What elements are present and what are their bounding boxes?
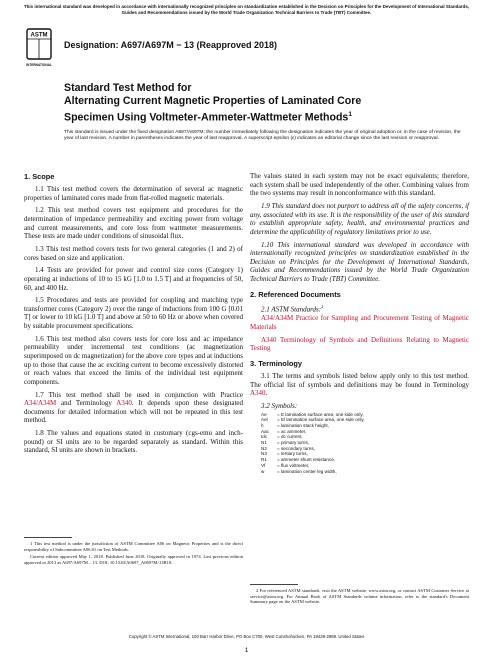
- symbol-description: = secondary turns,: [277, 445, 315, 451]
- symbol-description: = tertiary turns,: [277, 451, 308, 457]
- standard-issuance-note: This standard is issued under the fixed designation A697/A697M; the number immediately following the designation indicates the year of original adoption or, in the case of revision, the year of last revision. A number in parentheses indicates the year of last reapproval. A superscript epsilon (ε) indicates an editorial change since the last revision or reapproval.: [64, 130, 461, 142]
- designation: Designation: A697/A697M − 13 (Reapproved 2018): [64, 40, 277, 50]
- footnote-divider-left: [24, 537, 72, 538]
- footnote-1-edition: Current edition approved May 1, 2018. Published June 2018. Originally approved in 1974. Last previous edition approved in 2013 as A697/A697M – 13. DOI: 10.1520/A0697_A0697M-13R18.: [24, 554, 243, 566]
- footnote-1: 1 This test method is under the jurisdiction of ASTM Committee A06 on Magnetic Properties and is the direct responsibility of Subcommittee A06.01 on Test Methods.: [24, 541, 243, 552]
- paragraph-1-10: 1.10 This international standard was developed in accordance with internationally recognized principles on standardization established in the Decision on Principles for the Development of International Standards, Guides and Recommendations issued by the World Trade Organization Technical Barriers to Trade (TBT) Committee.: [250, 240, 469, 283]
- paragraph-1-6: 1.6 This test method also covers tests for core loss and ac impedance permeability under incremental test conditions (ac magnetization superimposed on dc magnetization) for the above core types and at inductions up to those that cause the ac exciting current to become excessively distorted or reach values that exceed the limits of the individual test equipment components.: [24, 334, 243, 386]
- symbol-description: = lamination stack height,: [277, 422, 329, 428]
- symbol-key: N2: [261, 445, 267, 451]
- paragraph-3-2: 3.2 Symbols:: [261, 401, 298, 410]
- section-terminology-heading: 3. Terminology: [250, 358, 303, 368]
- paragraph-1-8: 1.8 The values and equations stated in customary (cgs-emu and inch-pound) or SI units are to be regarded separately as standard. Within this standard, SI units are shown in brackets.: [24, 429, 243, 455]
- title-line-2: Alternating Current Magnetic Properties of Laminated Core: [64, 95, 362, 108]
- symbol-key: w: [261, 468, 265, 474]
- symbol-description: = ammeter shunt resistance,: [277, 457, 336, 463]
- paragraph-1-4: 1.4 Tests are provided for power and control size cores (Category 1) operating at inductions of 10 to 15 kG [1.0 to 1.5 T] and at frequencies of 50, 60, and 400 Hz.: [24, 266, 243, 292]
- symbol-description: = flux voltmeter,: [277, 462, 310, 468]
- paragraph-1-9: 1.9 This standard does not purport to address all of the safety concerns, if any, associated with its use. It is the responsibility of the user of this standard to establish appropriate safety, health, and environmental practices and determine the applicability of regulatory limitations prior to use.: [250, 201, 469, 236]
- symbol-description: = dc current,: [277, 434, 303, 440]
- symbol-key: Idc: [261, 434, 268, 440]
- symbol-key: Aac: [261, 428, 269, 434]
- paragraph-3-1: 3.1 The terms and symbols listed below apply only to this test method. The official list of symbols and definitions may be found in Terminology A340.: [250, 371, 469, 398]
- reference-a340[interactable]: A340 Terminology of Symbols and Definitions Relating to Magnetic Testing: [250, 335, 469, 353]
- link-a340-terminology[interactable]: A340: [250, 389, 266, 398]
- footnotes-right: [250, 588, 469, 607]
- symbol-key: R1: [261, 457, 267, 463]
- page-number: 1: [244, 647, 249, 654]
- paragraph-1-1: 1.1 This test method covers the determination of several ac magnetic properties of laminated cores made from flat-rolled magnetic materials.: [24, 185, 243, 202]
- symbol-description: = El lamination surface area, one side only,: [277, 417, 365, 423]
- symbol-description: = ac ammeter,: [277, 428, 307, 434]
- symbol-key: Ae: [261, 411, 267, 417]
- document-title: [64, 82, 474, 125]
- astm-logo-icon: [24, 27, 54, 69]
- logo-subtext: INTERNATIONAL: [26, 63, 52, 67]
- title-footnote-mark: 1: [348, 111, 352, 119]
- symbol-description: = E lamination surface area, one side only,: [277, 411, 364, 417]
- paragraph-1-8-continued: The values stated in each system may not be exact equivalents; therefore, each system shall be used independently of the other. Combining values from the two systems may result in nonconformance with this standard.: [250, 172, 469, 198]
- reference-a34[interactable]: A34/A34M Practice for Sampling and Procurement Testing of Magnetic Materials: [250, 314, 469, 332]
- paragraph-1-7: 1.7 This test method shall be used in conjunction with Practice A34/A34M and Terminology A340. It depends upon these designated documents for detailed information which will not be repeated in this test method.: [24, 390, 244, 425]
- paragraph-1-3: 1.3 This test method covers tests for two general categories (1 and 2) of cores based on size and application.: [24, 244, 243, 262]
- footnote-divider-right: [250, 584, 298, 585]
- symbol-key: N3: [261, 451, 267, 457]
- symbol-key: N1: [261, 440, 267, 446]
- title-line-1: Standard Test Method for: [64, 82, 192, 94]
- symbol-description: = primary turns,: [277, 440, 310, 446]
- logo-text: ASTM: [30, 32, 48, 39]
- wto-notice: This international standard was developed in accordance with internationally recognized principles on standardization established in the Decision on Principles for the Development of International Standards, Guides and Recommendations issued by the World Trade Organization Technical Barriers to Trade (TBT) Committee.: [23, 4, 470, 15]
- footnote-2: 2 For referenced ASTM standards, visit the ASTM website, www.astm.org, or contact ASTM Customer Service at service@astm.org. For Annual Book of ASTM Standards volume information, refer to the standard's Document Summary page on the ASTM website.: [250, 588, 469, 605]
- paragraph-1-5: 1.5 Procedures and tests are provided for coupling and matching type transformer cores (Category 2) over the range of inductions from 100 G [0.01 T] or lower to 10 kG [1.0 T] and above at 50 to 60 Hz or above when covered by suitable procurement specifications.: [24, 296, 243, 331]
- referenced-documents-list: [250, 303, 469, 353]
- symbol-key: Vf: [261, 462, 266, 468]
- section-scope-heading: 1. Scope: [24, 172, 55, 181]
- astm-standards-label: 2.1 ASTM Standards:$^2$: [261, 303, 324, 313]
- left-column: [24, 172, 243, 459]
- copyright-line: Copyright © ASTM International, 100 Barr Harbor Drive, PO Box C700, West Conshohocken, PA 19428-2959. United States: [128, 634, 365, 639]
- symbol-row: [261, 469, 469, 475]
- section-referenced-documents-heading: 2. Referenced Documents: [250, 289, 341, 299]
- symbol-key: h: [261, 422, 264, 428]
- right-column: [250, 172, 469, 474]
- paragraph-1-2: 1.2 This test method covers test equipment and procedures for the determination of impedance permeability and exciting power from voltage and current measurements, and core loss from wattmeter measurements. These tests are made under conditions of sinusoidal flux.: [24, 206, 243, 241]
- link-a34[interactable]: A34/A34M: [24, 399, 57, 408]
- footnotes-left: [24, 541, 243, 568]
- link-a340[interactable]: A340: [116, 399, 132, 408]
- symbol-key: Ael: [261, 417, 268, 423]
- symbol-description: = lamination center leg width,: [277, 468, 337, 474]
- symbols-list: [261, 412, 469, 475]
- title-line-3: Specimen Using Voltmeter-Ammeter-Wattmeter Methods$^1$: [64, 111, 352, 124]
